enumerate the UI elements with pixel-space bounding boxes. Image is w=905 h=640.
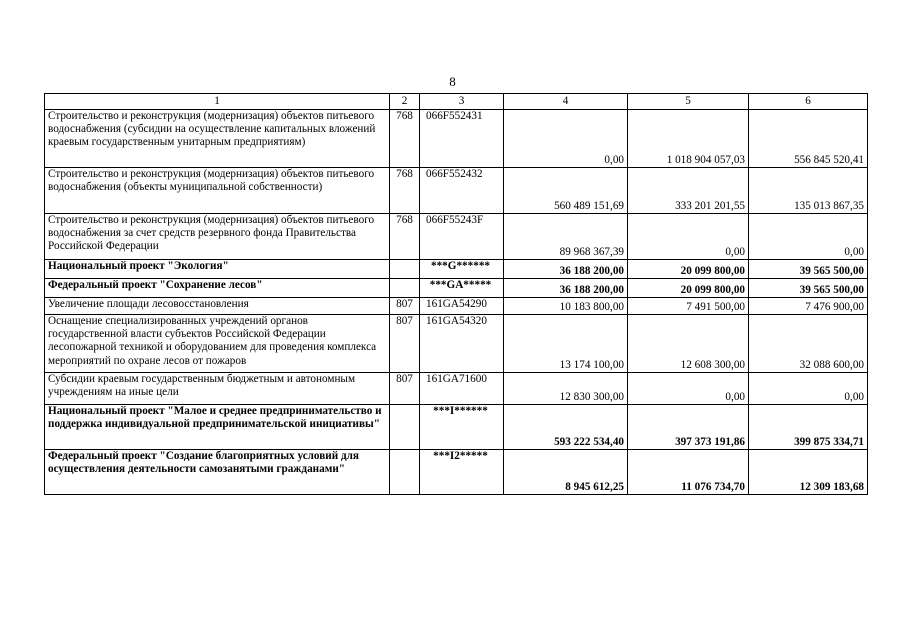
row-amount-col4: 12 830 300,00 (504, 373, 628, 405)
row-chapter-code (390, 279, 420, 298)
row-target-code: 161GA71600 (420, 373, 504, 405)
row-amount-col6: 556 845 520,41 (749, 110, 868, 168)
row-description: Субсидии краевым государственным бюджетным и автономным учреждениям на иные цели (45, 373, 390, 405)
row-amount-col4: 13 174 100,00 (504, 315, 628, 373)
row-amount-col4: 89 968 367,39 (504, 214, 628, 260)
column-header-2: 2 (390, 94, 420, 110)
row-chapter-code: 807 (390, 373, 420, 405)
row-amount-col5: 1 018 904 057,03 (628, 110, 749, 168)
row-target-code: 066F552431 (420, 110, 504, 168)
row-description: Национальный проект "Экология" (45, 260, 390, 279)
table-row (45, 279, 868, 298)
table-row (45, 214, 868, 260)
column-header-5: 5 (628, 94, 749, 110)
row-amount-col6: 32 088 600,00 (749, 315, 868, 373)
row-amount-col5: 397 373 191,86 (628, 405, 749, 450)
row-chapter-code (390, 260, 420, 279)
row-chapter-code: 768 (390, 110, 420, 168)
row-amount-col5: 20 099 800,00 (628, 279, 749, 298)
table-row (45, 373, 868, 405)
page-number: 8 (449, 74, 456, 89)
row-target-code: 066F552432 (420, 168, 504, 214)
row-chapter-code: 768 (390, 168, 420, 214)
row-amount-col5: 12 608 300,00 (628, 315, 749, 373)
row-amount-col6: 399 875 334,71 (749, 405, 868, 450)
row-amount-col5: 20 099 800,00 (628, 260, 749, 279)
row-amount-col4: 10 183 800,00 (504, 298, 628, 315)
column-header-1: 1 (45, 94, 390, 110)
column-header-6: 6 (749, 94, 868, 110)
table-row (45, 450, 868, 495)
row-chapter-code (390, 450, 420, 495)
row-description: Оснащение специализированных учреждений органов государственной власти субъектов Российской Федерации лесопожарной техникой и оборудованием для проведения комплекса мероприятий по охране лесов от пожаров (45, 315, 390, 373)
row-amount-col5: 11 076 734,70 (628, 450, 749, 495)
row-description: Федеральный проект "Создание благоприятных условий для осуществления деятельности самозанятыми гражданами" (45, 450, 390, 495)
row-amount-col4: 36 188 200,00 (504, 260, 628, 279)
row-chapter-code: 807 (390, 298, 420, 315)
row-description: Строительство и реконструкция (модернизация) объектов питьевого водоснабжения за счет средств резервного фонда Правительства Российской Федерации (45, 214, 390, 260)
budget-table (44, 93, 868, 495)
row-amount-col6: 0,00 (749, 373, 868, 405)
row-description: Федеральный проект "Сохранение лесов" (45, 279, 390, 298)
row-amount-col6: 0,00 (749, 214, 868, 260)
row-target-code: 161GA54320 (420, 315, 504, 373)
row-target-code: 161GA54290 (420, 298, 504, 315)
row-chapter-code: 768 (390, 214, 420, 260)
row-amount-col5: 0,00 (628, 214, 749, 260)
row-target-code: ***GA***** (420, 279, 504, 298)
row-target-code: ***I2***** (420, 450, 504, 495)
row-amount-col6: 7 476 900,00 (749, 298, 868, 315)
table-row (45, 260, 868, 279)
row-description: Увеличение площади лесовосстановления (45, 298, 390, 315)
table-row (45, 298, 868, 315)
column-header-3: 3 (420, 94, 504, 110)
row-amount-col6: 12 309 183,68 (749, 450, 868, 495)
row-amount-col4: 560 489 151,69 (504, 168, 628, 214)
row-target-code: ***G****** (420, 260, 504, 279)
row-amount-col5: 7 491 500,00 (628, 298, 749, 315)
column-header-4: 4 (504, 94, 628, 110)
row-description: Строительство и реконструкция (модернизация) объектов питьевого водоснабжения (субсидии на осуществление капитальных вложений краевым государственным унитарным предприятиям) (45, 110, 390, 168)
row-amount-col6: 135 013 867,35 (749, 168, 868, 214)
row-amount-col4: 0,00 (504, 110, 628, 168)
table-header-row (45, 94, 868, 110)
row-amount-col4: 8 945 612,25 (504, 450, 628, 495)
row-chapter-code (390, 405, 420, 450)
row-target-code: ***I****** (420, 405, 504, 450)
row-amount-col6: 39 565 500,00 (749, 260, 868, 279)
table-row (45, 315, 868, 373)
table-row (45, 168, 868, 214)
row-description: Строительство и реконструкция (модернизация) объектов питьевого водоснабжения (объекты муниципальной собственности) (45, 168, 390, 214)
table-row (45, 405, 868, 450)
table-row (45, 110, 868, 168)
row-chapter-code: 807 (390, 315, 420, 373)
row-amount-col4: 593 222 534,40 (504, 405, 628, 450)
row-amount-col4: 36 188 200,00 (504, 279, 628, 298)
row-amount-col5: 333 201 201,55 (628, 168, 749, 214)
row-amount-col6: 39 565 500,00 (749, 279, 868, 298)
row-amount-col5: 0,00 (628, 373, 749, 405)
row-description: Национальный проект "Малое и среднее предпринимательство и поддержка индивидуальной предпринимательской инициативы" (45, 405, 390, 450)
row-target-code: 066F55243F (420, 214, 504, 260)
